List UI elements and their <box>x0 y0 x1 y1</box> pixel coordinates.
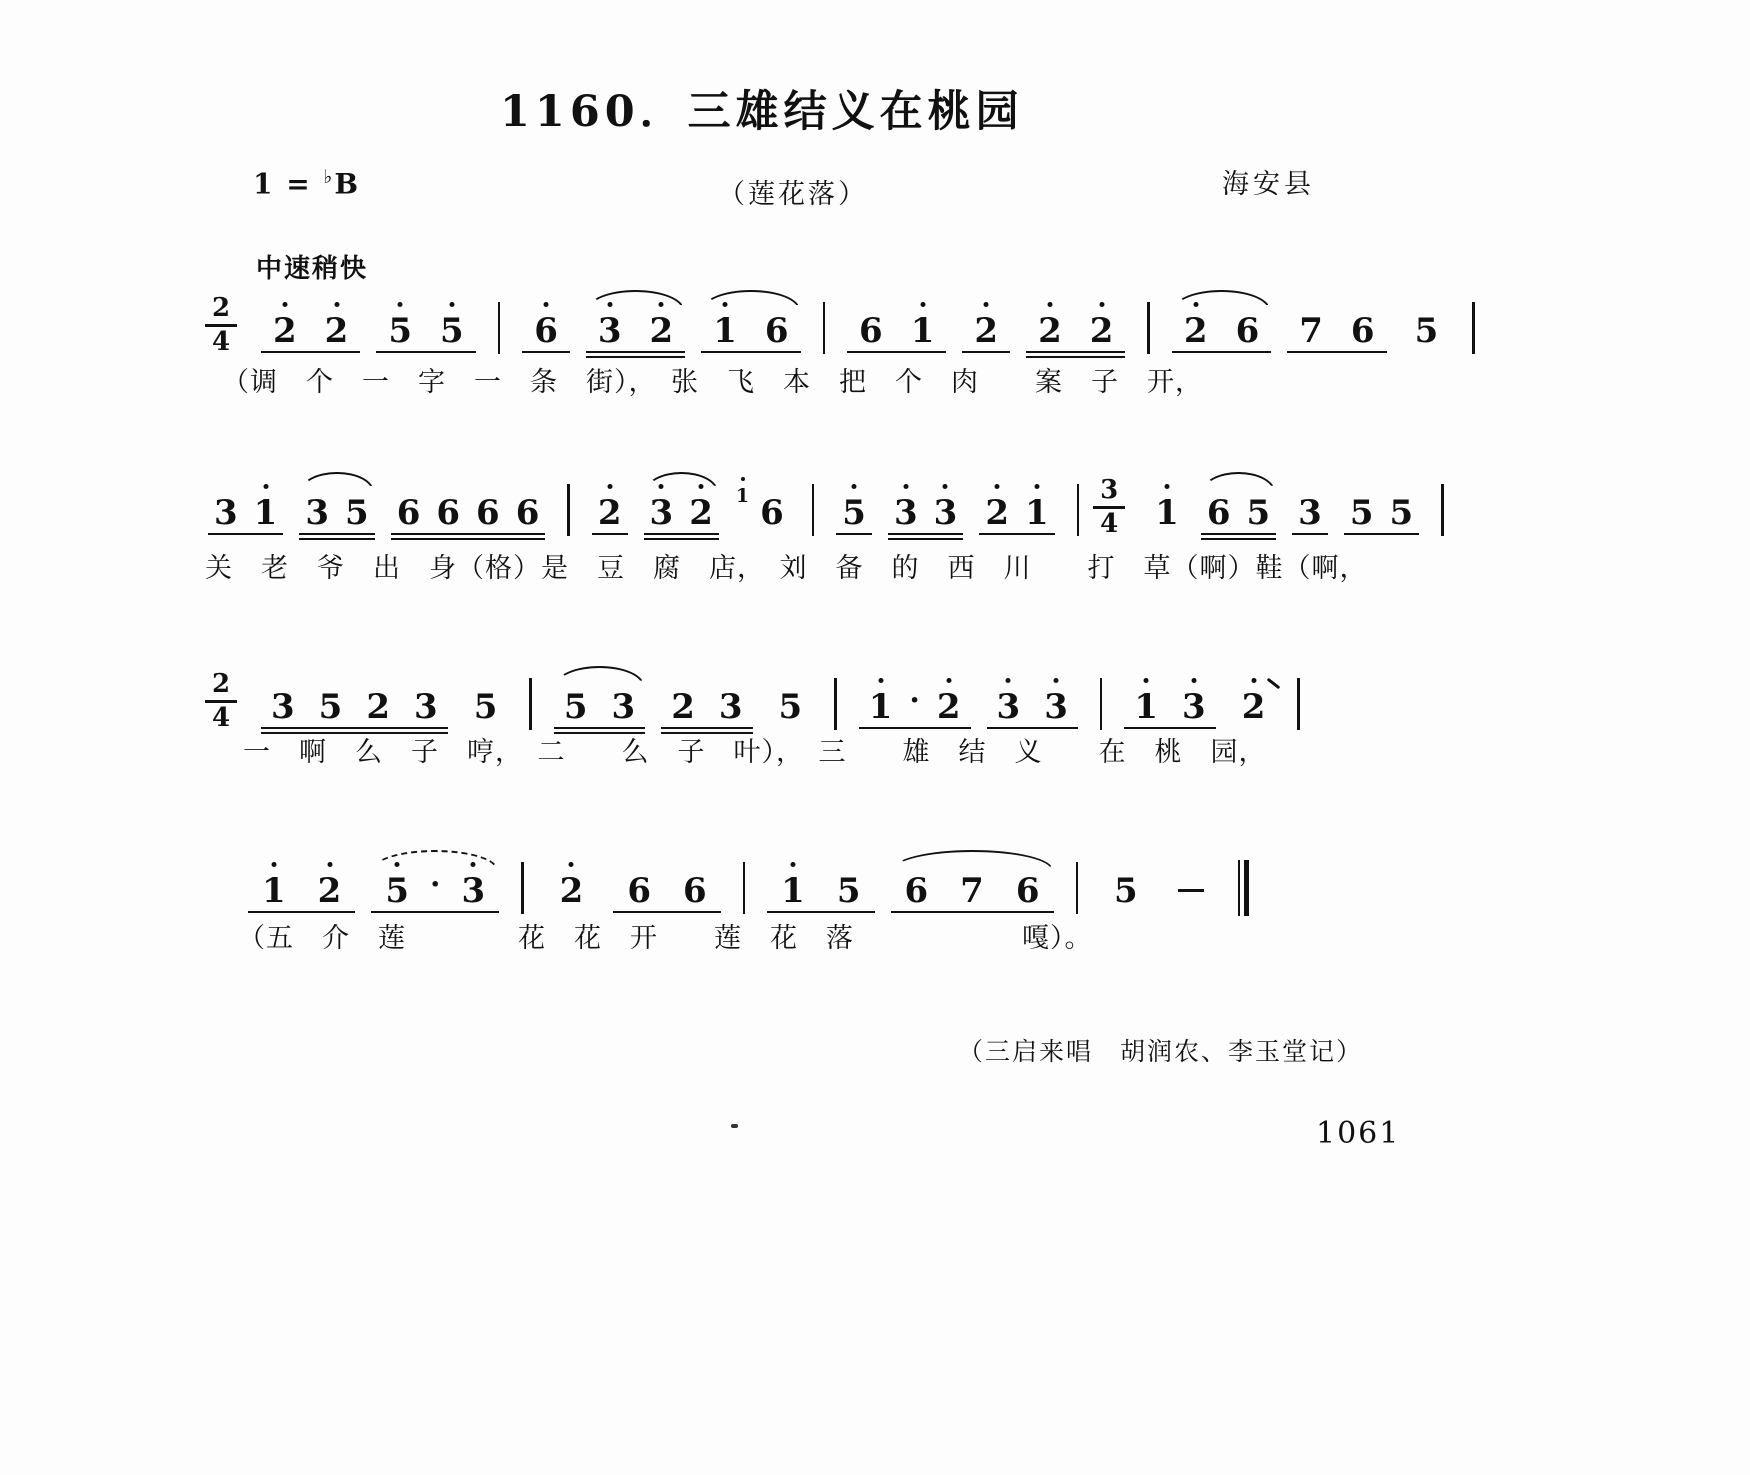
note-digit: 1 <box>1155 493 1179 533</box>
flat-icon: ♭ <box>323 166 335 188</box>
octave-dot <box>903 484 908 489</box>
augmentation-dot: · <box>909 683 920 718</box>
note-digit: 5 <box>345 493 369 533</box>
beam <box>1124 727 1215 730</box>
octave-dot <box>984 302 989 307</box>
note-group <box>297 480 376 540</box>
beam <box>847 351 946 354</box>
octave-dot <box>920 302 925 307</box>
beam <box>261 727 448 730</box>
note-digit: 5 <box>563 687 588 727</box>
note-digit: 2 <box>273 311 297 351</box>
page-number: 1061 <box>1316 1116 1401 1151</box>
note-group <box>960 298 1012 358</box>
note-group <box>733 480 792 540</box>
lyrics-line-4: （五 介 莲 花 花 开 莲 花 落 嘎）。 <box>238 923 1093 954</box>
bar-line <box>521 862 524 914</box>
slur <box>1173 290 1270 310</box>
note-digit: 6 <box>859 311 883 351</box>
octave-dot <box>1047 302 1052 307</box>
key-tonic: 1 = <box>253 167 324 201</box>
note-digit: 6 <box>760 493 784 533</box>
note-digit: 5 <box>1389 493 1414 533</box>
note-group <box>845 298 948 358</box>
note-digit: 5 <box>473 687 498 727</box>
beam <box>1026 356 1125 359</box>
tempo-marking: 中速稍快 <box>256 254 369 284</box>
note-digit: 6 <box>627 871 651 911</box>
note-digit: 5 <box>388 311 413 351</box>
note-group <box>765 858 876 918</box>
octave-dot <box>1144 678 1149 683</box>
beam <box>1287 351 1386 354</box>
note-group <box>374 298 477 358</box>
notation-line-3 <box>205 660 1314 734</box>
note-group <box>699 298 802 358</box>
beam <box>371 911 499 914</box>
note <box>842 480 866 540</box>
octave-dot <box>1191 678 1196 683</box>
note-group <box>857 674 973 734</box>
note-digit: 6 <box>436 493 461 533</box>
beam <box>836 533 872 536</box>
note-digit: 5 <box>440 311 464 351</box>
octave-dot <box>263 484 268 489</box>
ts-numerator: 2 <box>211 668 231 699</box>
note-digit: 2 <box>985 493 1009 533</box>
note-group <box>590 480 630 540</box>
note-group <box>1147 480 1187 540</box>
note-digit: 5 <box>1246 493 1271 533</box>
note-digit: 2 <box>974 311 999 351</box>
bar-line <box>1472 302 1475 354</box>
note <box>1025 480 1049 540</box>
note-digit: 3 <box>414 687 438 727</box>
note-digit: 3 <box>933 493 958 533</box>
note <box>781 858 805 918</box>
beam <box>554 727 645 730</box>
note-digit: 1 <box>910 311 935 351</box>
note-digit: 2 <box>1038 311 1062 351</box>
note-digit: 2 <box>597 493 622 533</box>
note-digit: 7 <box>960 871 984 911</box>
beam <box>1026 351 1125 354</box>
octave-dot <box>271 862 276 867</box>
bar-line <box>1441 484 1444 536</box>
note-digit: 6 <box>396 493 421 533</box>
note-digit: 2 <box>671 687 695 727</box>
note-digit: 1 <box>868 687 893 727</box>
beam <box>1201 538 1276 541</box>
note <box>436 480 460 540</box>
region-label: 海安县 <box>1222 169 1315 200</box>
note-digit: 5 <box>318 687 343 727</box>
octave-dot <box>334 302 339 307</box>
bar-line <box>498 302 501 354</box>
augmentation-dot: · <box>430 867 441 902</box>
notation-line-4 <box>240 844 1259 918</box>
beam <box>248 911 355 914</box>
note-group <box>642 480 721 540</box>
note <box>516 480 540 540</box>
note <box>627 858 651 918</box>
note-group <box>246 858 357 918</box>
note-digit: 3 <box>718 687 743 727</box>
beam <box>701 351 800 354</box>
note-digit: 3 <box>611 687 636 727</box>
note <box>911 298 935 358</box>
note-digit: 1 <box>1134 687 1159 727</box>
note-digit: 5 <box>1114 871 1138 911</box>
note <box>985 480 1009 540</box>
note <box>325 298 349 358</box>
note-digit: 6 <box>1235 311 1260 351</box>
note-digit: 3 <box>461 871 486 911</box>
note-digit: 1 <box>713 311 737 351</box>
note <box>937 674 961 734</box>
note-digit: 3 <box>214 493 238 533</box>
note-group <box>611 858 722 918</box>
note-digit: 2 <box>1089 311 1114 351</box>
note-group <box>1122 674 1217 734</box>
beam <box>586 351 685 354</box>
note-digit: 6 <box>904 871 929 911</box>
beam <box>1172 351 1271 354</box>
note <box>1044 674 1068 734</box>
note-digit: 1 <box>781 871 805 911</box>
beam <box>1201 533 1276 536</box>
note-digit: 6 <box>1015 871 1040 911</box>
note <box>934 480 958 540</box>
beam <box>522 351 570 354</box>
bar-line <box>1076 862 1079 914</box>
ts-denominator: 4 <box>211 326 231 357</box>
beam <box>644 533 719 536</box>
beam <box>1292 533 1328 536</box>
note-digit: 3 <box>1182 687 1206 727</box>
note <box>894 480 918 540</box>
bar-line <box>743 862 746 914</box>
note-digit: 1 <box>1024 493 1049 533</box>
slur <box>372 850 498 870</box>
octave-dot <box>741 477 745 481</box>
note <box>974 298 998 358</box>
note-group <box>259 674 450 734</box>
final-bar-line <box>1238 860 1250 916</box>
note <box>560 858 584 918</box>
note-digit: 5 <box>842 493 866 533</box>
note-group <box>985 674 1080 734</box>
note-group <box>520 298 572 358</box>
note <box>318 858 342 918</box>
time-signature <box>205 292 237 357</box>
octave-dot <box>449 302 454 307</box>
note <box>414 674 438 734</box>
slur <box>587 290 684 310</box>
note <box>760 480 784 540</box>
beam <box>208 533 283 536</box>
octave-dot <box>544 302 549 307</box>
note <box>1155 480 1179 540</box>
note <box>534 298 558 358</box>
beam <box>987 727 1078 730</box>
note-digit: 2 <box>689 493 713 533</box>
note <box>397 480 421 540</box>
note <box>859 298 883 358</box>
beam <box>888 538 963 541</box>
beam <box>592 533 628 536</box>
note-digit: 6 <box>764 311 789 351</box>
note <box>683 858 707 918</box>
bar-line <box>1147 302 1150 354</box>
octave-dot <box>943 484 948 489</box>
slide-mark <box>1267 678 1281 690</box>
beam <box>391 533 546 536</box>
note-digit: 3 <box>305 493 330 533</box>
note-group <box>889 858 1056 918</box>
note-group <box>259 298 362 358</box>
octave-dot <box>1251 678 1256 683</box>
note <box>262 858 286 918</box>
note-digit: 2 <box>559 871 584 911</box>
note-digit: 2 <box>1183 311 1208 351</box>
scan-artifact-dot <box>731 1124 738 1128</box>
note-digit: 2 <box>366 687 391 727</box>
note-digit: 5 <box>836 871 861 911</box>
bar-line <box>567 484 570 536</box>
ts-denominator: 4 <box>1100 508 1119 539</box>
note-group <box>1342 480 1421 540</box>
bar-line <box>1100 678 1103 730</box>
note-group <box>834 480 874 540</box>
attribution: （三启来唱 胡润农、李玉堂记） <box>958 1037 1364 1066</box>
note <box>474 674 498 734</box>
note-digit: 7 <box>1299 311 1323 351</box>
notation-line-2 <box>200 466 1458 540</box>
slur <box>892 850 1053 870</box>
note-group <box>1401 298 1453 358</box>
note-digit: 5 <box>1414 311 1439 351</box>
bar-line <box>834 678 837 730</box>
note-digit: 2 <box>317 871 342 911</box>
octave-dot <box>1164 484 1169 489</box>
note <box>1242 674 1266 734</box>
note-group <box>1290 480 1330 540</box>
note-group <box>1230 674 1278 734</box>
note <box>1090 298 1114 358</box>
note <box>719 674 743 734</box>
octave-dot <box>790 862 795 867</box>
octave-dot <box>607 484 612 489</box>
note-group <box>977 480 1056 540</box>
note-digit: 6 <box>534 311 558 351</box>
page-title: 1160．三雄结义在桃园 <box>500 87 1024 137</box>
note-digit: 2 <box>324 311 349 351</box>
octave-dot <box>995 484 1000 489</box>
note-group <box>767 674 815 734</box>
note <box>837 858 861 918</box>
beam <box>391 538 546 541</box>
key-note: B <box>334 167 361 201</box>
note-digit: 3 <box>271 687 295 727</box>
note <box>598 480 622 540</box>
grace-note <box>736 487 749 540</box>
octave-dot <box>852 484 857 489</box>
note-digit: 5 <box>778 687 803 727</box>
bar-line <box>812 484 815 536</box>
note-digit: 6 <box>1206 493 1231 533</box>
note <box>1114 858 1138 918</box>
note <box>1182 674 1206 734</box>
note-digit: 1 <box>262 871 286 911</box>
note <box>1390 480 1414 540</box>
octave-dot <box>1054 678 1059 683</box>
octave-dot <box>282 302 287 307</box>
note-group <box>1199 480 1278 540</box>
genre-label: （莲花落） <box>718 179 868 210</box>
octave-dot <box>1006 678 1011 683</box>
note-digit: 3 <box>597 311 622 351</box>
slur <box>702 290 799 310</box>
note-group <box>584 298 687 358</box>
note-group <box>886 480 965 540</box>
note-digit: 3 <box>893 493 918 533</box>
beam <box>644 538 719 541</box>
beam <box>613 911 720 914</box>
note <box>214 480 238 540</box>
beam <box>376 351 475 354</box>
ts-numerator: 2 <box>211 292 231 323</box>
slur <box>1202 472 1275 492</box>
lyrics-line-2: 关 老 爷 出 身（格）是 豆 腐 店， 刘 备 的 西 川 打 草（啊）鞋（啊， <box>205 553 1368 584</box>
notation-line-1 <box>205 284 1489 358</box>
note <box>388 298 412 358</box>
octave-dot <box>398 302 403 307</box>
note <box>1351 298 1375 358</box>
note-group <box>206 480 285 540</box>
octave-dot <box>327 862 332 867</box>
note-digit: 2 <box>1241 687 1266 727</box>
beam <box>962 351 1010 354</box>
bar-line <box>1297 678 1300 730</box>
bar-line <box>529 678 532 730</box>
time-signature <box>205 668 237 733</box>
note-digit: 3 <box>996 687 1021 727</box>
note-digit: 6 <box>476 493 500 533</box>
ts-numerator: 3 <box>1100 474 1119 505</box>
note <box>1350 480 1374 540</box>
beam <box>767 911 874 914</box>
octave-dot <box>569 862 574 867</box>
note-group <box>544 858 600 918</box>
beam <box>261 351 360 354</box>
note <box>869 674 893 734</box>
note <box>1299 298 1323 358</box>
note-group <box>1098 858 1154 918</box>
beam <box>586 356 685 359</box>
note-digit: 5 <box>385 871 410 911</box>
note-digit: 5 <box>1349 493 1374 533</box>
note <box>476 480 500 540</box>
beam <box>661 727 752 730</box>
note <box>271 674 295 734</box>
note <box>440 298 464 358</box>
dash-note <box>1178 889 1204 893</box>
note <box>1298 480 1322 540</box>
note <box>1415 298 1439 358</box>
note-digit: 3 <box>649 493 674 533</box>
note <box>254 480 278 540</box>
beam <box>299 538 374 541</box>
note-digit: 2 <box>936 687 961 727</box>
note <box>319 674 343 734</box>
lyrics-line-1: （调 个 一 字 一 条 街）， 张 飞 本 把 个 肉 案 子 开， <box>222 367 1203 398</box>
slur <box>300 472 373 492</box>
note-digit: 6 <box>515 493 540 533</box>
note-group <box>659 674 754 734</box>
note-digit: 6 <box>1350 311 1375 351</box>
slur <box>555 666 644 686</box>
note-digit: 1 <box>735 485 750 507</box>
octave-dot <box>878 678 883 683</box>
octave-dot <box>1099 302 1104 307</box>
note-group <box>552 674 647 734</box>
note-group <box>1285 298 1388 358</box>
beam <box>979 533 1054 536</box>
note-group <box>389 480 548 540</box>
ts-denominator: 4 <box>211 702 231 733</box>
note-digit: 6 <box>682 871 707 911</box>
note-group <box>1024 298 1127 358</box>
bar-line <box>823 302 826 354</box>
octave-dot <box>1034 484 1039 489</box>
time-signature <box>1093 474 1125 539</box>
note-group <box>369 858 501 918</box>
note <box>1134 674 1158 734</box>
bar-line <box>1077 484 1080 536</box>
lyrics-line-3: 一 啊 么 子 哼， 二 么 子 叶）， 三 雄 结 义 在 桃 园， <box>243 737 1267 768</box>
beam <box>859 727 971 730</box>
note <box>366 674 390 734</box>
note-digit: 1 <box>253 493 278 533</box>
note <box>671 674 695 734</box>
note-group <box>462 674 510 734</box>
note <box>273 298 297 358</box>
note <box>779 674 803 734</box>
slur <box>645 472 718 492</box>
note-digit: 3 <box>1044 687 1068 727</box>
note-digit: 2 <box>649 311 674 351</box>
note <box>1038 298 1062 358</box>
note-group <box>1170 298 1273 358</box>
beam <box>1344 533 1419 536</box>
final-bar-thin <box>1238 860 1241 916</box>
beam <box>299 533 374 536</box>
octave-dot <box>946 678 951 683</box>
note-digit: 3 <box>1298 493 1322 533</box>
beam <box>891 911 1054 914</box>
beam <box>888 533 963 536</box>
note <box>997 674 1021 734</box>
final-bar-thick <box>1244 860 1249 916</box>
